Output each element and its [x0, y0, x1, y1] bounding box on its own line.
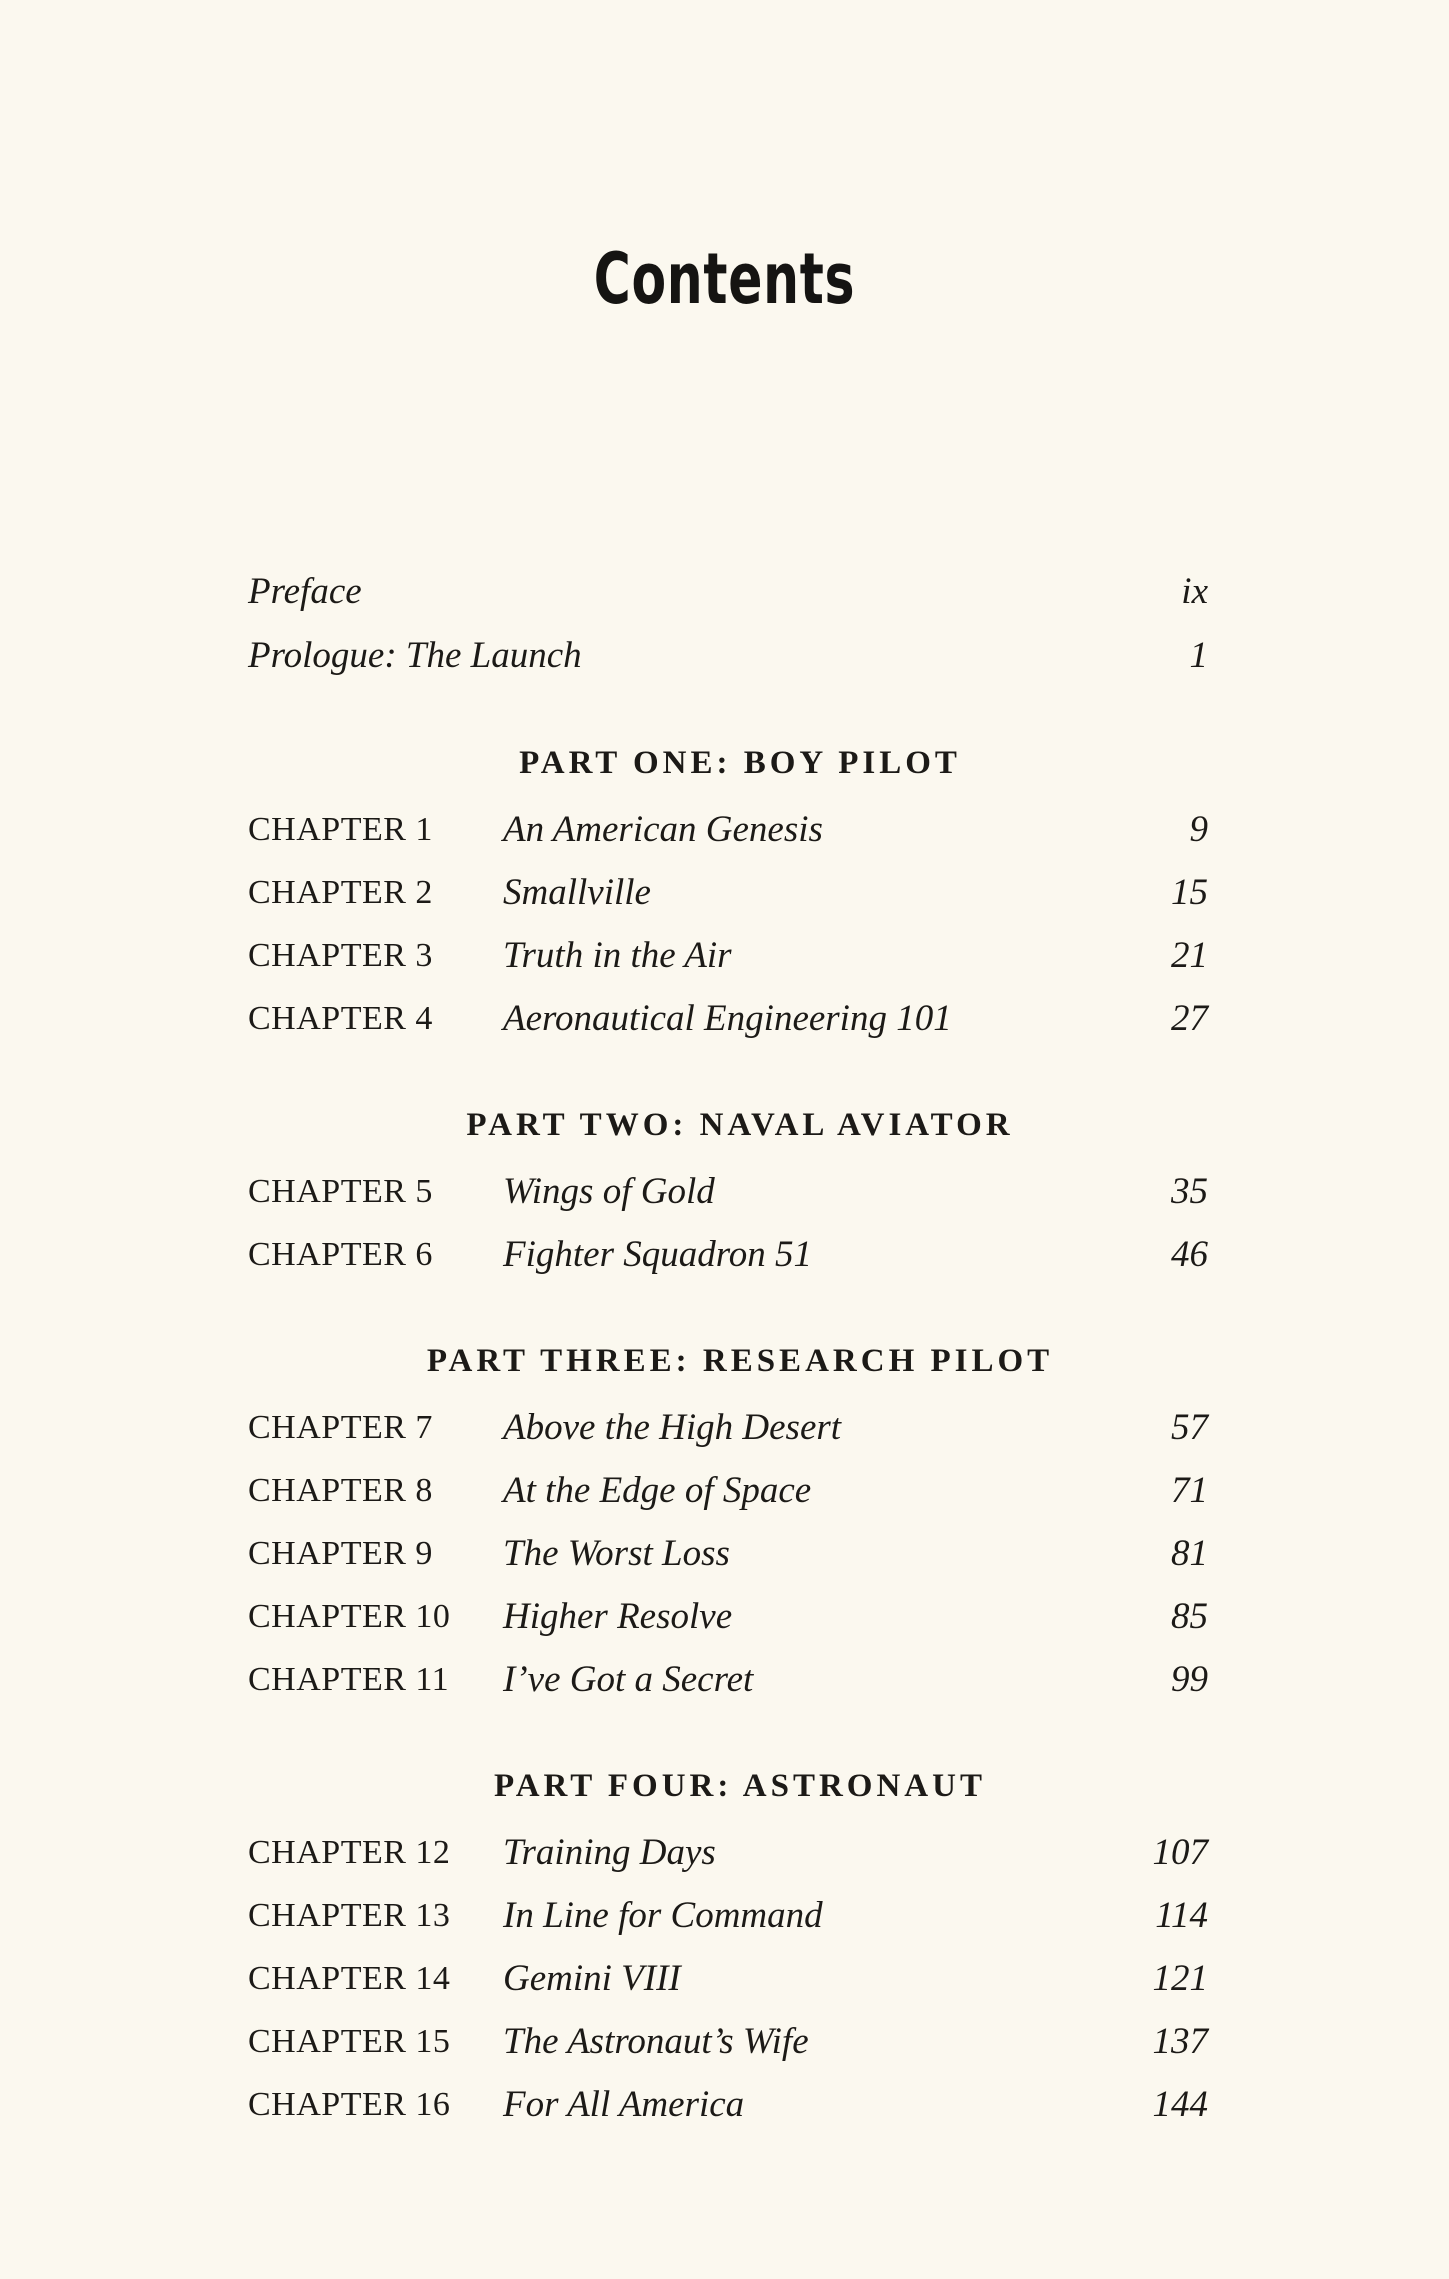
chapter-title: I’ve Got a Secret — [503, 1659, 754, 1700]
chapter-title: The Worst Loss — [503, 1533, 730, 1574]
chapter-page: 144 — [1152, 2084, 1208, 2125]
chapter-title: Wings of Gold — [503, 1171, 715, 1212]
chapter-title: The Astronaut’s Wife — [503, 2021, 809, 2062]
chapter-row — [248, 924, 1208, 987]
chapter-row — [248, 2010, 1208, 2073]
chapter-page: 85 — [1171, 1596, 1208, 1637]
chapter-row — [248, 1459, 1208, 1522]
chapter-title: In Line for Command — [503, 1895, 823, 1936]
chapter-page: 57 — [1171, 1407, 1208, 1448]
chapter-row — [248, 1223, 1208, 1286]
chapter-page: 121 — [1152, 1958, 1208, 1999]
page-title: Contents — [593, 238, 856, 320]
chapter-label: CHAPTER 4 — [248, 1000, 433, 1037]
table-of-contents — [248, 560, 1208, 2136]
chapter-page: 15 — [1171, 872, 1208, 913]
chapter-label: CHAPTER 1 — [248, 811, 433, 848]
chapter-title: Truth in the Air — [503, 935, 732, 976]
chapter-page: 99 — [1171, 1659, 1208, 1700]
chapter-row — [248, 1585, 1208, 1648]
chapter-row — [248, 1160, 1208, 1223]
part-heading: PART FOUR: ASTRONAUT — [494, 1768, 986, 1804]
chapter-title: Gemini VIII — [503, 1958, 681, 1999]
entry-title: Preface — [248, 571, 362, 612]
chapter-page: 9 — [1189, 809, 1208, 850]
chapter-label: CHAPTER 9 — [248, 1535, 433, 1572]
chapter-page: 81 — [1171, 1533, 1208, 1574]
chapter-title: Higher Resolve — [503, 1596, 733, 1637]
chapter-page: 137 — [1152, 2021, 1208, 2062]
chapter-row — [248, 798, 1208, 861]
chapter-label: CHAPTER 10 — [248, 1598, 451, 1635]
chapter-page: 21 — [1171, 935, 1208, 976]
chapter-label: CHAPTER 13 — [248, 1897, 451, 1934]
toc-entry-preface — [248, 560, 1208, 624]
chapter-row — [248, 1522, 1208, 1585]
chapter-row — [248, 1821, 1208, 1884]
chapter-page: 71 — [1171, 1470, 1208, 1511]
chapter-page: 46 — [1171, 1234, 1208, 1275]
chapter-row — [248, 861, 1208, 924]
entry-page: 1 — [1189, 635, 1208, 676]
chapter-label: CHAPTER 15 — [248, 2023, 451, 2060]
chapter-page: 35 — [1171, 1171, 1208, 1212]
chapter-row — [248, 1396, 1208, 1459]
part-heading: PART ONE: BOY PILOT — [519, 745, 961, 781]
chapter-label: CHAPTER 16 — [248, 2086, 451, 2123]
chapter-label: CHAPTER 8 — [248, 1472, 433, 1509]
chapter-label: CHAPTER 2 — [248, 874, 433, 911]
part-heading: PART THREE: RESEARCH PILOT — [426, 1343, 1054, 1379]
chapter-label: CHAPTER 11 — [248, 1661, 450, 1698]
chapter-page: 107 — [1152, 1832, 1208, 1873]
chapter-title: Training Days — [503, 1832, 716, 1873]
chapter-label: CHAPTER 5 — [248, 1173, 433, 1210]
chapter-page: 114 — [1155, 1895, 1208, 1936]
chapter-label: CHAPTER 14 — [248, 1960, 451, 1997]
chapter-title: Above the High Desert — [503, 1407, 842, 1448]
chapter-row — [248, 2073, 1208, 2136]
chapter-label: CHAPTER 3 — [248, 937, 433, 974]
chapter-label: CHAPTER 6 — [248, 1236, 433, 1273]
chapter-row — [248, 1947, 1208, 2010]
chapter-label: CHAPTER 12 — [248, 1834, 451, 1871]
chapter-row — [248, 1648, 1208, 1711]
chapter-row — [248, 987, 1208, 1050]
chapter-row — [248, 1884, 1208, 1947]
chapter-title: An American Genesis — [503, 809, 823, 850]
entry-title: Prologue: The Launch — [248, 635, 582, 676]
chapter-label: CHAPTER 7 — [248, 1409, 433, 1446]
chapter-title: For All America — [503, 2084, 745, 2125]
chapter-title: Smallville — [503, 872, 651, 913]
chapter-title: At the Edge of Space — [503, 1470, 812, 1511]
entry-page: ix — [1181, 571, 1208, 612]
chapter-page: 27 — [1171, 998, 1208, 1039]
toc-entry-prologue — [248, 624, 1208, 688]
part-heading: PART TWO: NAVAL AVIATOR — [466, 1107, 1014, 1143]
chapter-title: Fighter Squadron 51 — [503, 1234, 813, 1275]
chapter-title: Aeronautical Engineering 101 — [503, 998, 952, 1039]
